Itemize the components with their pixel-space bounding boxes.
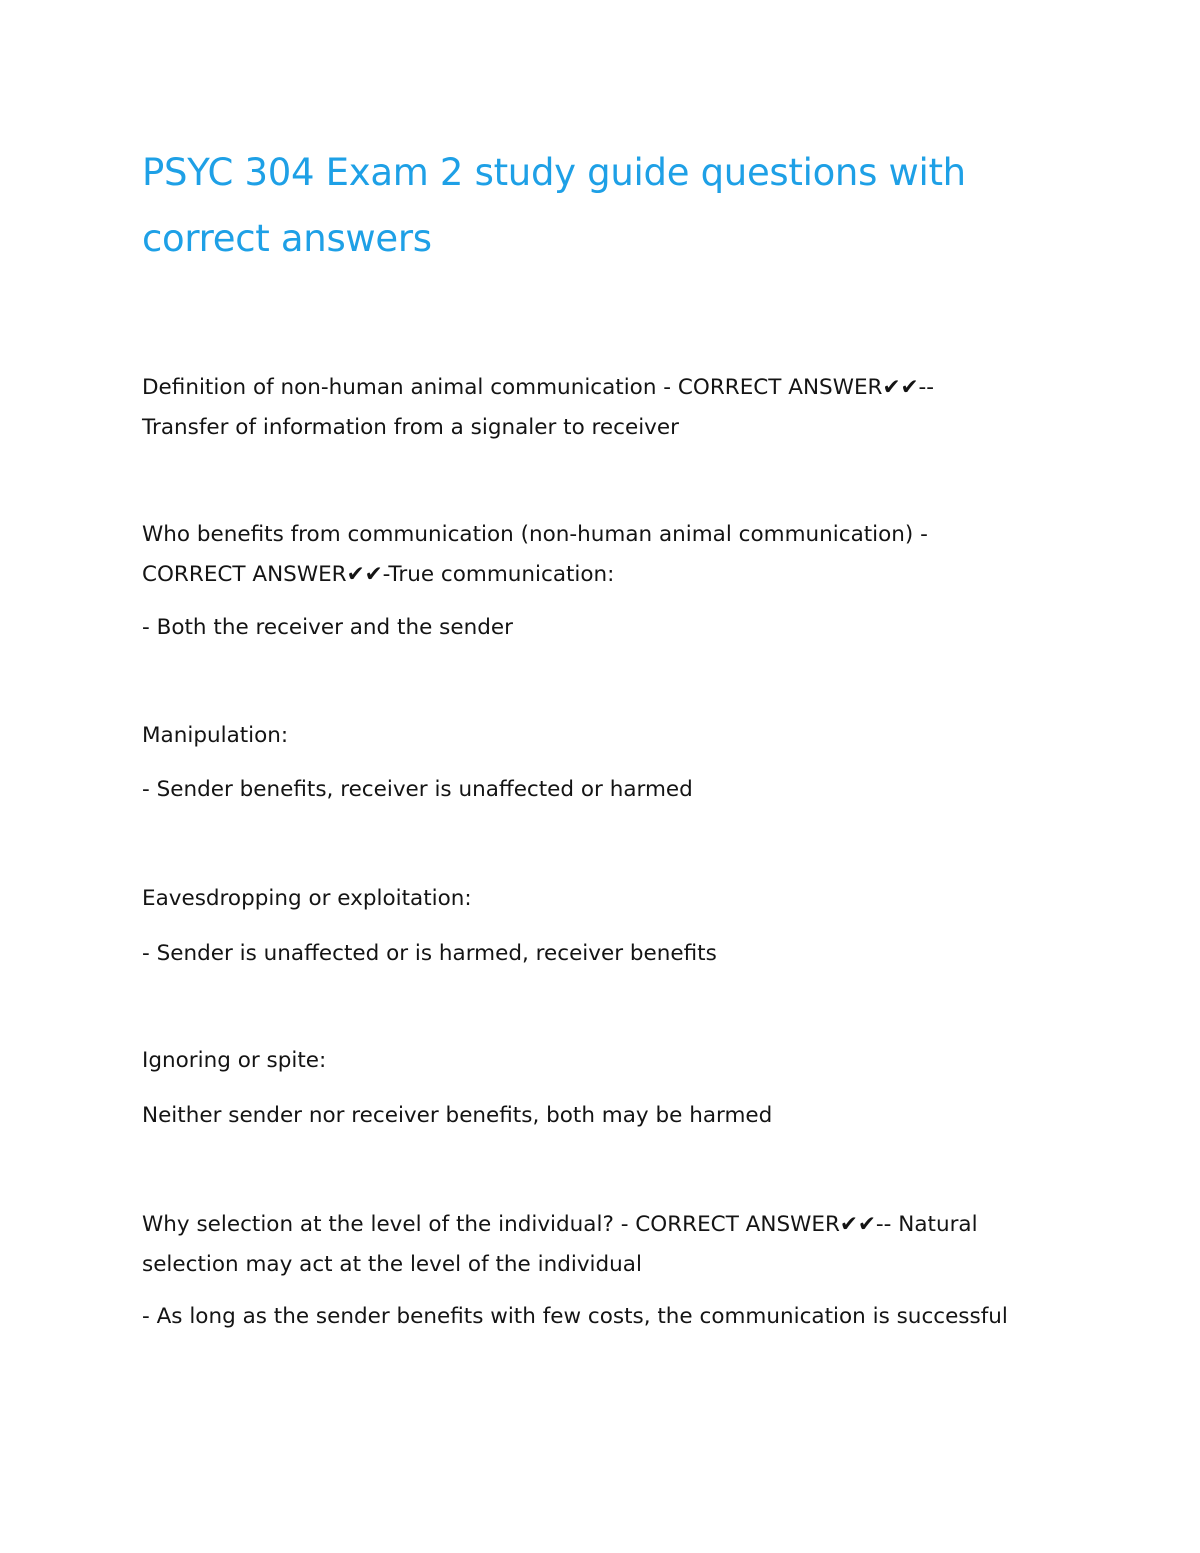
paragraph-line: - Sender is unaffected or is harmed, receiver benefits: [142, 941, 717, 966]
paragraph-line: - As long as the sender benefits with few costs, the communication is successful: [142, 1304, 1008, 1329]
paragraph-line: - Sender benefits, receiver is unaffected or harmed: [142, 777, 693, 802]
paragraph-line: - Both the receiver and the sender: [142, 615, 513, 640]
paragraph-line: Eavesdropping or exploitation:: [142, 886, 472, 911]
answer-manipulation: [142, 770, 1062, 810]
title-line: correct answers: [142, 217, 432, 260]
question-definition: [142, 368, 1062, 448]
question-selection-level: [142, 1205, 1062, 1285]
answer-selection-level: [142, 1297, 1062, 1337]
paragraph-line: Manipulation:: [142, 723, 289, 748]
document-title: [142, 140, 1042, 272]
heading-ignoring: [142, 1041, 1062, 1081]
answer-ignoring: [142, 1096, 1062, 1136]
paragraph-line: Ignoring or spite:: [142, 1048, 327, 1073]
title-line: PSYC 304 Exam 2 study guide questions with: [142, 151, 966, 194]
paragraph-line: Who benefits from communication (non-human animal communication) -: [142, 522, 928, 547]
paragraph-line: CORRECT ANSWER✔✔-True communication:: [142, 562, 615, 587]
question-who-benefits: [142, 515, 1062, 595]
paragraph-line: selection may act at the level of the individual: [142, 1252, 642, 1277]
answer-true-communication: [142, 608, 1062, 648]
heading-manipulation: [142, 716, 1062, 756]
paragraph-line: Neither sender nor receiver benefits, both may be harmed: [142, 1103, 773, 1128]
heading-eavesdropping: [142, 879, 1062, 919]
answer-eavesdropping: [142, 934, 1062, 974]
paragraph-line: Why selection at the level of the individual? - CORRECT ANSWER✔✔-- Natural: [142, 1212, 978, 1237]
paragraph-line: Transfer of information from a signaler to receiver: [142, 415, 679, 440]
paragraph-line: Definition of non-human animal communication - CORRECT ANSWER✔✔--: [142, 375, 935, 400]
